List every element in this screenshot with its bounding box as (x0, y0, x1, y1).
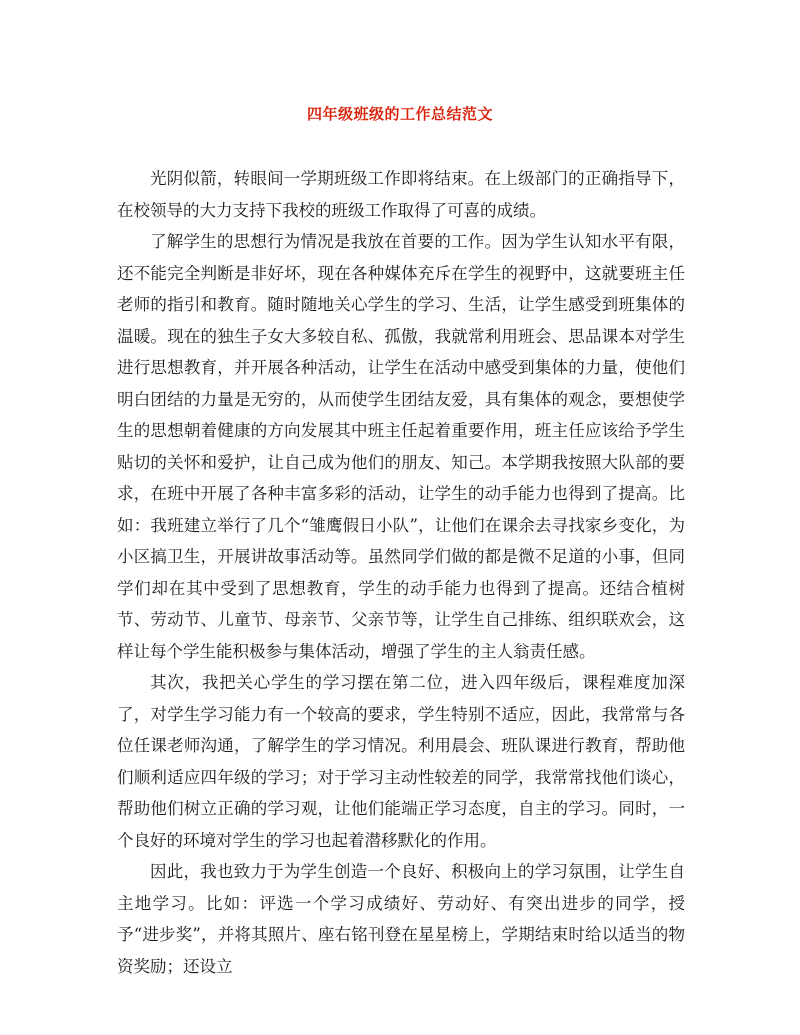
paragraph-1: 光阴似箭，转眼间一学期班级工作即将结束。在上级部门的正确指导下，在校领导的大力支持下我校的班级工作取得了可喜的成绩。 (117, 169, 685, 220)
paragraph-4: 因此，我也致力于为学生创造一个良好、积极向上的学习氛围，让学生自主地学习。比如：评选一个学习成绩好、劳动好、有突出进步的同学，授予“进步奖”，并将其照片、座右铭刊登在星星榜上，学期结束时给以适当的物资奖励；还设立 (117, 862, 685, 976)
document-title: 四年级班级的工作总结范文 (306, 105, 493, 123)
paragraph-2: 了解学生的思想行为情况是我放在首要的工作。因为学生认知水平有限，还不能完全判断是非好坏，现在各种媒体充斥在学生的视野中，这就要班主任老师的指引和教育。随时随地关心学生的学习、生活，让学生感受到班集体的温暖。现在的独生子女大多较自私、孤傲，我就常利用班会、思品课本对学生进行思想教育，并开展各种活动，让学生在活动中感受到集体的力量，使他们明白团结的力量是无穷的，从而使学生团结友爱，具有集体的观念，要想使学生的思想朝着健康的方向发展其中班主任起着重要作用，班主任应该给予学生贴切的关怀和爱护，让自己成为他们的朋友、知己。本学期我按照大队部的要求，在班中开展了各种丰富多彩的活动，让学生的动手能力也得到了提高。比如：我班建立举行了几个“雏鹰假日小队”，让他们在课余去寻找家乡变化，为小区搞卫生，开展讲故事活动等。虽然同学们做的都是微不足道的小事，但同学们却在其中受到了思想教育，学生的动手能力也得到了提高。还结合植树节、劳动节、儿童节、母亲节、父亲节等，让学生自己排练、组织联欢会，这样让每个学生能积极参与集体活动，增强了学生的主人翁责任感。 (117, 232, 685, 661)
document-body (117, 163, 685, 982)
paragraph-3: 其次，我把关心学生的学习摆在第二位，进入四年级后，课程难度加深了，对学生学习能力有一个较高的要求，学生特别不适应，因此，我常常与各位任课老师沟通，了解学生的学习情况。利用晨会、班队课进行教育，帮助他们顺利适应四年级的学习；对于学习主动性较差的同学，我常常找他们谈心，帮助他们树立正确的学习观，让他们能端正学习态度，自主的学习。同时，一个良好的环境对学生的学习也起着潜移默化的作用。 (117, 673, 685, 850)
